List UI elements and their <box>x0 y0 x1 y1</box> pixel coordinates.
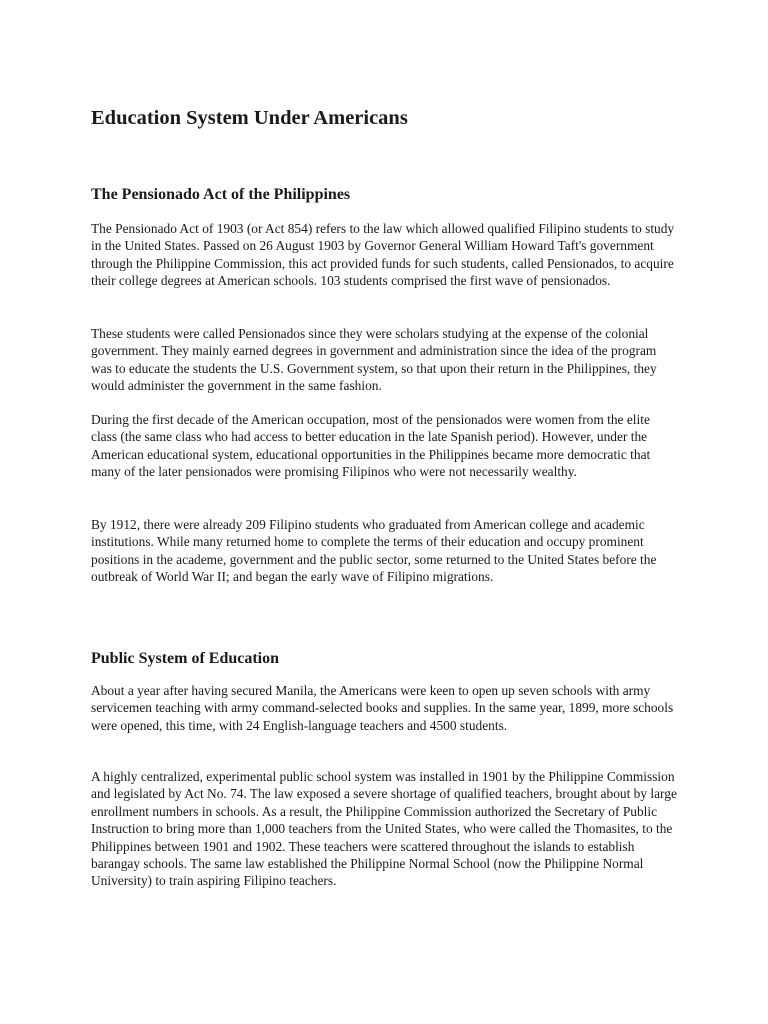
paragraph-pensionado-4: By 1912, there were already 209 Filipino students who graduated from American college and academic institutions. While many returned home to complete the terms of their education and occupy prominent positions in the academe, government and the public sector, some returned to the United States before the outbreak of World War II; and began the early wave of Filipino migrations. <box>91 517 657 585</box>
section-heading-pensionado-act: The Pensionado Act of the Philippines <box>91 186 351 203</box>
paragraph-pensionado-2: These students were called Pensionados since they were scholars studying at the expense of the colonial government. They mainly earned degrees in government and administration since the idea of the program was to educate the students the U.S. Government system, so that upon their return in the Philippines, they would administer the government in the same fashion. <box>91 326 657 394</box>
paragraph-public-2: A highly centralized, experimental public school system was installed in 1901 by the Philippine Commission and legislated by Act No. 74. The law exposed a severe shortage of qualified teachers, brought about by large enrollment numbers in schools. As a result, the Philippine Commission authorized the Secretary of Public Instruction to bring more than 1,000 teachers from the United States, who were called the Thomasites, to the Philippines between 1901 and 1902. These teachers were scattered throughout the islands to establish barangay schools. The same law established the Philippine Normal School (now the Philippine Normal University) to train aspiring Filipino teachers. <box>91 769 677 889</box>
paragraph-pensionado-1: The Pensionado Act of 1903 (or Act 854) refers to the law which allowed qualified Filipino students to study in the United States. Passed on 26 August 1903 by Governor General William Howard Taft's government through the Philippine Commission, this act provided funds for such students, called Pensionados, to acquire their college degrees at American schools. 103 students comprised the first wave of pensionados. <box>91 221 675 289</box>
paragraph-public-1: About a year after having secured Manila, the Americans were keen to open up seven schools with army servicemen teaching with army command-selected books and supplies. In the same year, 1899, more schools were opened, this time, with 24 English-language teachers and 4500 students. <box>91 683 674 733</box>
document-title: Education System Under Americans <box>91 107 408 129</box>
paragraph-pensionado-3: During the first decade of the American occupation, most of the pensionados were women from the elite class (the same class who had access to better education in the late Spanish period). However, under the American educational system, educational opportunities in the Philippines became more democratic that many of the later pensionados were promising Filipinos who were not necessarily wealthy. <box>91 412 651 480</box>
section-heading-public-education: Public System of Education <box>91 650 280 667</box>
